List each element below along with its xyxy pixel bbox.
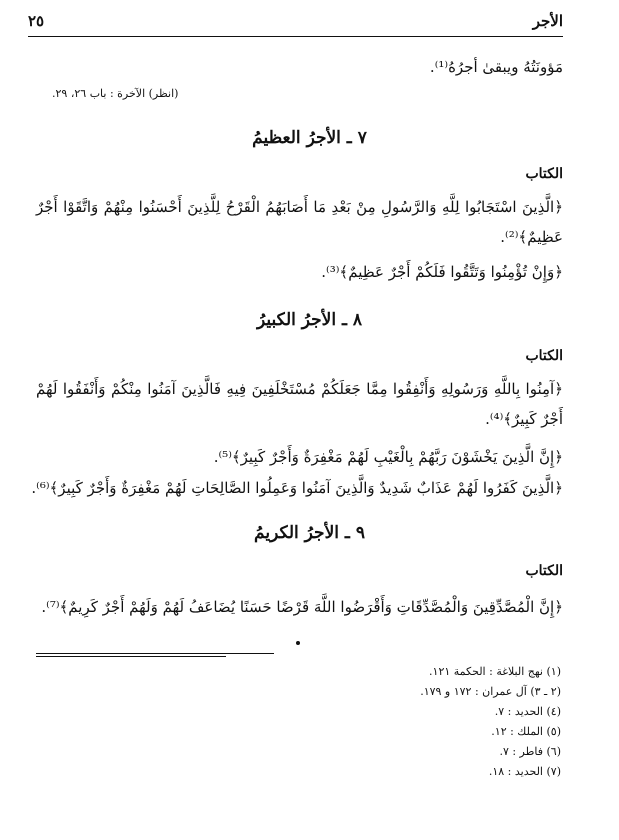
header-rule: [28, 36, 563, 37]
section-title: ٨ ـ الأجرُ الكبيرُ: [256, 310, 363, 330]
verse: ﴿وَإِنْ تُؤْمِنُوا وَتَتَّقُوا فَلَكُمْ أَجْرٌ عَظِيمٌ﴾⁽³⁾.: [321, 263, 563, 281]
section-title: ٧ ـ الأجرُ العظيمُ: [252, 128, 367, 148]
section-label: الكتاب: [525, 166, 563, 182]
footnotes: [420, 662, 561, 782]
separator-dot: [296, 641, 300, 645]
footnote: (٥) الملك : ١٢.: [491, 725, 561, 738]
verse: ﴿إِنَّ الَّذِينَ يَخْشَوْنَ رَبَّهُمْ بِالْغَيْبِ لَهُمْ مَغْفِرَةٌ وَأَجْرٌ كَبِيرٌ﴾⁽⁵⁾.: [213, 448, 563, 466]
page-header: [28, 12, 563, 34]
section-label: الكتاب: [525, 348, 563, 364]
footnote: (٤) الحديد : ٧.: [494, 705, 561, 718]
footnote-rule: [36, 653, 274, 654]
reference-note: (انظر) الآخرة : باب ٢٦، ٢٩.: [52, 87, 179, 100]
page-number: ٢٥: [28, 12, 45, 30]
intro-line: مَؤونَتُهُ ويبقىٰ أجرُهُ⁽¹⁾.: [429, 58, 563, 76]
verse: ﴿الَّذِينَ كَفَرُوا لَهُمْ عَذَابٌ شَدِيدٌ وَالَّذِينَ آمَنُوا وَعَمِلُوا الصَّالِحَاتِ لَهُمْ مَغْفِرَةٌ وَأَجْرٌ كَبِيرٌ﴾⁽⁶⁾.: [31, 479, 563, 497]
footnote: (٢ ـ ٣) آل عمران : ١٧٢ و ١٧٩.: [420, 685, 561, 698]
verse: ﴿آمِنُوا بِاللَّهِ وَرَسُولِهِ وَأَنْفِقُوا مِمَّا جَعَلَكُمْ مُسْتَخْلَفِينَ فِيهِ فَالَّذِينَ آمَنُوا مِنْكُمْ وَأَنْفَقُوا لَهُمْ أَجْرٌ كَبِيرٌ﴾⁽⁴⁾.: [36, 380, 563, 428]
footnote: (١) نهج البلاغة : الحكمة ١٢١.: [429, 665, 561, 678]
footnote: (٦) فاطر : ٧.: [499, 745, 561, 758]
section-title: ٩ ـ الأجرُ الكريمُ: [254, 523, 365, 543]
footnote-rule: [36, 656, 226, 657]
verse: ﴿إِنَّ الْمُصَّدِّقِينَ وَالْمُصَّدِّقَاتِ وَأَقْرَضُوا اللَّهَ قَرْضًا حَسَنًا يُضَاعَفُ لَهُمْ وَلَهُمْ أَجْرٌ كَرِيمٌ﴾⁽⁷⁾.: [41, 598, 563, 616]
footnote: (٧) الحديد : ١٨.: [488, 765, 561, 778]
verse: ﴿الَّذِينَ اسْتَجَابُوا لِلَّهِ وَالرَّسُولِ مِنْ بَعْدِ مَا أَصَابَهُمُ الْقَرْحُ لِلَّذِينَ أَحْسَنُوا مِنْهُمْ وَاتَّقَوْا أَجْرٌ عَظِيمٌ﴾⁽²⁾.: [36, 198, 563, 246]
running-title: الأجر: [532, 12, 563, 30]
section-label: الكتاب: [525, 563, 563, 579]
